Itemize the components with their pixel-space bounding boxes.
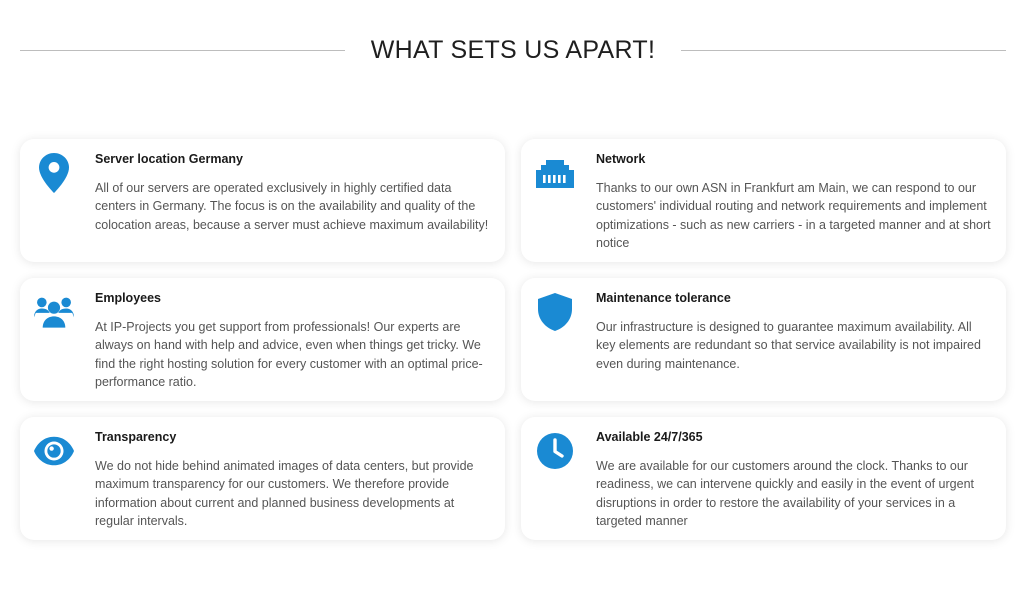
- feature-title: Network: [596, 152, 646, 166]
- shield-icon: [535, 292, 575, 332]
- feature-card-network: [521, 139, 1006, 262]
- features-grid: [20, 139, 1006, 540]
- users-icon: [34, 292, 74, 332]
- feature-description: Thanks to our own ASN in Frankfurt am Main, we can respond to our customers' individual routing and network requirements and implement optimizations - such as new carriers - in a targeted manner and at short notice: [596, 181, 991, 250]
- feature-title: Server location Germany: [95, 152, 243, 166]
- feature-description: We do not hide behind animated images of data centers, but provide maximum transparency for our customers. We therefore provide information about current and planned business developments at regular intervals.: [95, 459, 474, 528]
- section-header: [20, 30, 1006, 70]
- feature-description: All of our servers are operated exclusively in highly certified data centers in Germany. The focus is on the availability and quality of the colocation areas, because a server must achieve maximum availability!: [95, 181, 489, 232]
- feature-title: Maintenance tolerance: [596, 291, 731, 305]
- network-port-icon: [535, 153, 575, 193]
- feature-card-transparency: [20, 417, 505, 540]
- feature-description: At IP-Projects you get support from professionals! Our experts are always on hand with help and advice, even when things get tricky. We find the right hosting solution for every customer with an optimal price-performance ratio.: [95, 320, 483, 389]
- clock-icon: [535, 431, 575, 471]
- feature-title: Transparency: [95, 430, 177, 444]
- title-divider-left: [20, 50, 345, 51]
- feature-card-maintenance: [521, 278, 1006, 401]
- eye-icon: [34, 431, 74, 471]
- feature-description: Our infrastructure is designed to guarantee maximum availability. All key elements are redundant so that service availability is not impaired even during maintenance.: [596, 320, 981, 371]
- feature-title: Available 24/7/365: [596, 430, 703, 444]
- section-title: WHAT SETS US APART!: [370, 35, 656, 64]
- feature-description: We are available for our customers around the clock. Thanks to our readiness, we can intervene quickly and easily in the event of urgent disruptions in order to restore the availability of your services in a targeted manner: [596, 459, 975, 528]
- feature-title: Employees: [95, 291, 162, 305]
- feature-card-availability: [521, 417, 1006, 540]
- title-divider-right: [681, 50, 1006, 51]
- feature-card-employees: [20, 278, 505, 401]
- feature-card-server-location: [20, 139, 505, 262]
- location-pin-icon: [34, 153, 74, 193]
